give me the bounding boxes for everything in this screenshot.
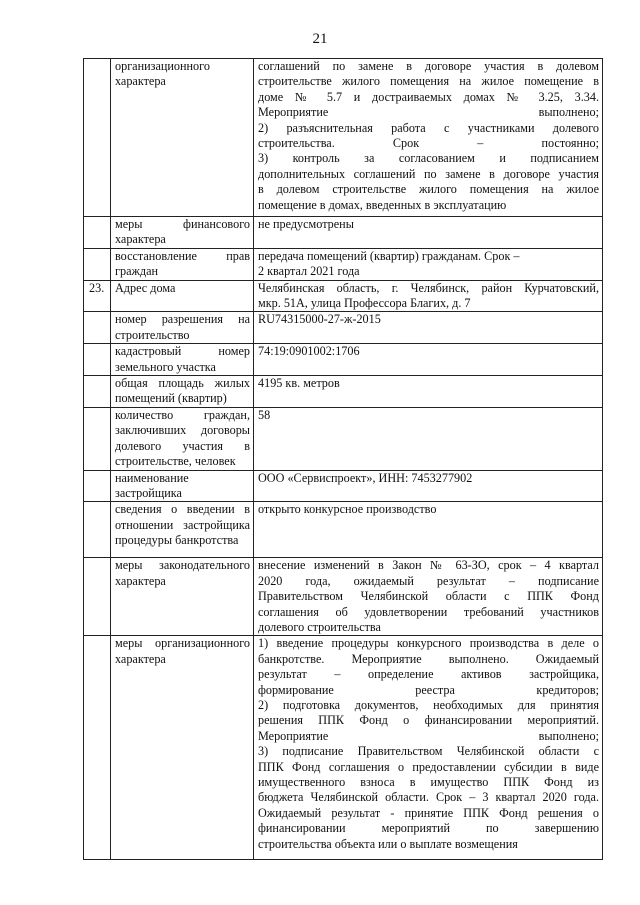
value-line: Мероприятие выполнено; [258,728,599,743]
table-row [84,407,603,470]
row-number [84,59,111,217]
value-line: 1) введение процедуры конкурсного производства в деле о [258,636,599,651]
value-line: ППК Фонд соглашения о предоставлении субсидии в виде [258,759,599,774]
row-number [84,376,111,408]
value-line: 2) разъяснительная работа с участниками долевого [258,120,599,135]
page-number: 21 [312,31,328,47]
value-line: мкр. 51А, улица Профессора Благих, д. 7 [258,296,471,311]
row-label: меры организационного характера [111,636,254,860]
value-line: в долевом строительстве жилого помещения на жилое [258,182,599,197]
value-line: строительства. Срок – постоянно; [258,136,599,151]
row-label: меры законодательного характера [111,558,254,636]
row-label: сведения о введении в отношении застройщика процедуры банкротства [111,502,254,558]
table-row [84,502,603,558]
row-value [254,502,603,558]
row-label: общая площадь жилых помещений (квартир) [111,376,254,408]
row-number [84,558,111,636]
row-number [84,407,111,470]
value-line: Мероприятие выполнено; [258,105,599,120]
table-row [84,248,603,280]
row-value [254,636,603,860]
value-line: строительстве жилого помещения на жилое помещение в [258,74,599,89]
value-line: финансировании мероприятий по завершению [258,821,599,836]
value-line: 3) контроль за согласованием и подписанием [258,151,599,166]
row-value [254,280,603,312]
value-line: решения ППК Фонд о финансировании мероприятий. [258,713,599,728]
row-label: организационного характера [111,59,254,217]
value-line: дополнительных соглашений по замене в договоре участия [258,166,599,181]
row-label: кадастровый номер земельного участка [111,344,254,376]
value-line: 4195 кв. метров [258,376,340,391]
value-line: 3) подписание Правительством Челябинской области с [258,744,599,759]
value-line: ООО «Сервиспроект», ИНН: 7453277902 [258,470,473,485]
row-number [84,217,111,249]
value-line: открыто конкурсное производство [258,502,437,517]
row-label: наименование застройщика [111,470,254,502]
value-line: долевого строительства [258,619,381,634]
row-label: Адрес дома [111,280,254,312]
value-line: соглашения об удовлетворении требований участников [258,604,599,619]
value-line: RU74315000-27-ж-2015 [258,312,381,327]
value-line: бюджета Челябинской области. Срок – 3 квартал 2020 года. [258,790,599,805]
row-value [254,59,603,217]
table-row [84,312,603,344]
row-value [254,344,603,376]
table-row [84,217,603,249]
row-number [84,344,111,376]
row-value [254,217,603,249]
row-number: 23. [84,280,111,312]
row-number [84,470,111,502]
table-row [84,558,603,636]
table-row [84,376,603,408]
row-number [84,502,111,558]
table-row [84,59,603,217]
value-line: помещение в домах, введенных в эксплуатацию [258,197,507,212]
row-number [84,636,111,860]
table-row [84,280,603,312]
row-label: номер разрешения на строительство [111,312,254,344]
row-value [254,312,603,344]
value-line: 2) подготовка документов, необходимых для принятия [258,697,599,712]
row-label: восстановление прав граждан [111,248,254,280]
value-line: передача помещений (квартир) гражданам. Срок – [258,248,520,263]
row-label: количество граждан, заключивших договоры долевого участия в строительстве, человек [111,407,254,470]
row-value [254,376,603,408]
value-line: Правительством Челябинской области с ППК Фонд [258,589,599,604]
value-line: 2020 года, ожидаемый результат – подписание [258,573,599,588]
value-line: Челябинская область, г. Челябинск, район Курчатовский, [258,280,599,295]
row-value [254,470,603,502]
table-row [84,344,603,376]
value-line: строительства объекта или о выплате возмещения [258,836,518,851]
value-line: результат – определение активов застройщика, [258,667,599,682]
row-value [254,558,603,636]
row-label: меры финансового характера [111,217,254,249]
row-number [84,312,111,344]
table-row [84,636,603,860]
row-value [254,248,603,280]
row-value [254,407,603,470]
value-line: банкротстве. Мероприятие выполнено. Ожидаемый [258,651,599,666]
row-number [84,248,111,280]
value-line: доме № 5.7 и достраиваемых домах № 3.25, 3.34. [258,89,599,104]
value-line: не предусмотрены [258,217,354,231]
value-line: 58 [258,407,271,422]
value-line: 74:19:0901002:1706 [258,344,360,359]
value-line: Ожидаемый результат - принятие ППК Фонд решения о [258,805,599,820]
value-line: соглашений по замене в договоре участия в долевом [258,59,599,73]
value-line: 2 квартал 2021 года [258,264,360,279]
value-line: внесение изменений в Закон № 63-ЗО, срок – 4 квартал [258,558,599,573]
value-line: имущественного взноса в имущество ППК Фонд из [258,775,599,789]
housing-table [83,58,603,860]
value-line: формирование реестра кредиторов; [258,682,599,697]
table-row [84,470,603,502]
